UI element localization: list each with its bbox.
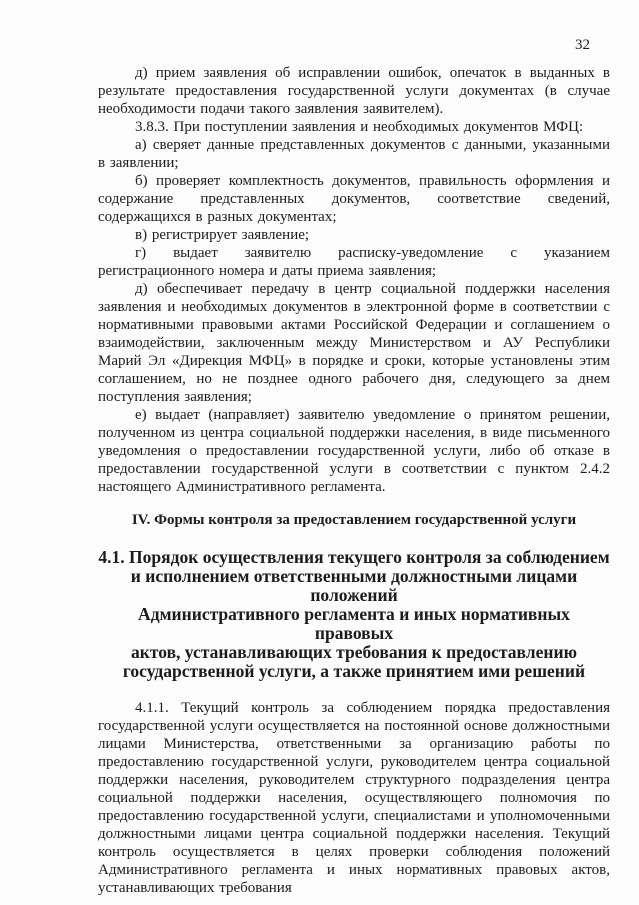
subsection-heading-line: актов, устанавливающих требования к предоставлению bbox=[131, 642, 577, 662]
paragraph-d-error-correction: д) прием заявления об исправлении ошибок, опечаток в выданных в результате предоставления государственной услуги документах (в случае необходимости подачи такого заявления заявителем). bbox=[98, 65, 610, 117]
paragraph-d-transfer-documents: д) обеспечивает передачу в центр социальной поддержки населения заявления и необходимых документов в электронной форме в соответствии с нормативными правовыми актами Российской Федерации и соглашением о взаимодействии, заключенным между Министерством и АУ Республики Марий Эл «Дирекция МФЦ» в порядке и сроки, которые установлены этим соглашением, но не позднее одного рабочего дня, следующего за днем поступления заявления; bbox=[98, 281, 610, 405]
paragraph-a-verify-data: а) сверяет данные представленных документов с данными, указанными в заявлении; bbox=[98, 137, 610, 171]
subsection-heading-4-1 bbox=[98, 548, 610, 681]
paragraph-e-notify-decision: е) выдает (направляет) заявителю уведомление о принятом решении, полученном из центра социальной поддержки населения, в виде письменного уведомления о предоставлении государственной услуги, либо об отказе в предоставлении государственной услуги в соответствии с пунктом 2.4.2 настоящего Административного регламента. bbox=[98, 407, 610, 495]
paragraph-g-issue-receipt: г) выдает заявителю расписку-уведомление с указанием регистрационного номера и даты приема заявления; bbox=[98, 245, 610, 279]
subsection-heading-line: и исполнением ответственными должностными лицами положений bbox=[130, 566, 578, 605]
chapter-heading-iv-control-forms: IV. Формы контроля за предоставлением государственной услуги bbox=[131, 512, 577, 528]
subsection-heading-line: государственной услуги, а также принятием ими решений bbox=[122, 661, 586, 681]
subsection-heading-line: 4.1. Порядок осуществления текущего контроля за соблюдением bbox=[98, 547, 610, 567]
page-number: 32 bbox=[575, 37, 590, 53]
paragraph-b-check-completeness: б) проверяет комплектность документов, правильность оформления и содержание представленных документов, соответствие сведений, содержащихся в разных документах; bbox=[98, 173, 610, 225]
paragraph-v-register-application: в) регистрирует заявление; bbox=[135, 227, 310, 243]
subsection-heading-line: Административного регламента и иных нормативных правовых bbox=[138, 604, 570, 643]
document-body bbox=[98, 64, 610, 897]
paragraph-3-8-3-mfc-intake: 3.8.3. При поступлении заявления и необходимых документов МФЦ: bbox=[135, 119, 584, 135]
paragraph-4-1-1-current-control: 4.1.1. Текущий контроль за соблюдением порядка предоставления государственной услуги осуществляется на постоянной основе должностными лицами Министерства, ответственными за организацию работы по предоставлению государственной услуги, руководителем центра социальной поддержки населения, руководителем структурного подразделения центра социальной поддержки населения, осуществляющего полномочия по предоставлению государственной услуги, специалистами и уполномоченными должностными лицами центра социальной поддержки населения. Текущий контроль осуществляется в целях проверки соблюдения положений Административного регламента и иных нормативных правовых актов, устанавливающих требования bbox=[98, 700, 610, 896]
